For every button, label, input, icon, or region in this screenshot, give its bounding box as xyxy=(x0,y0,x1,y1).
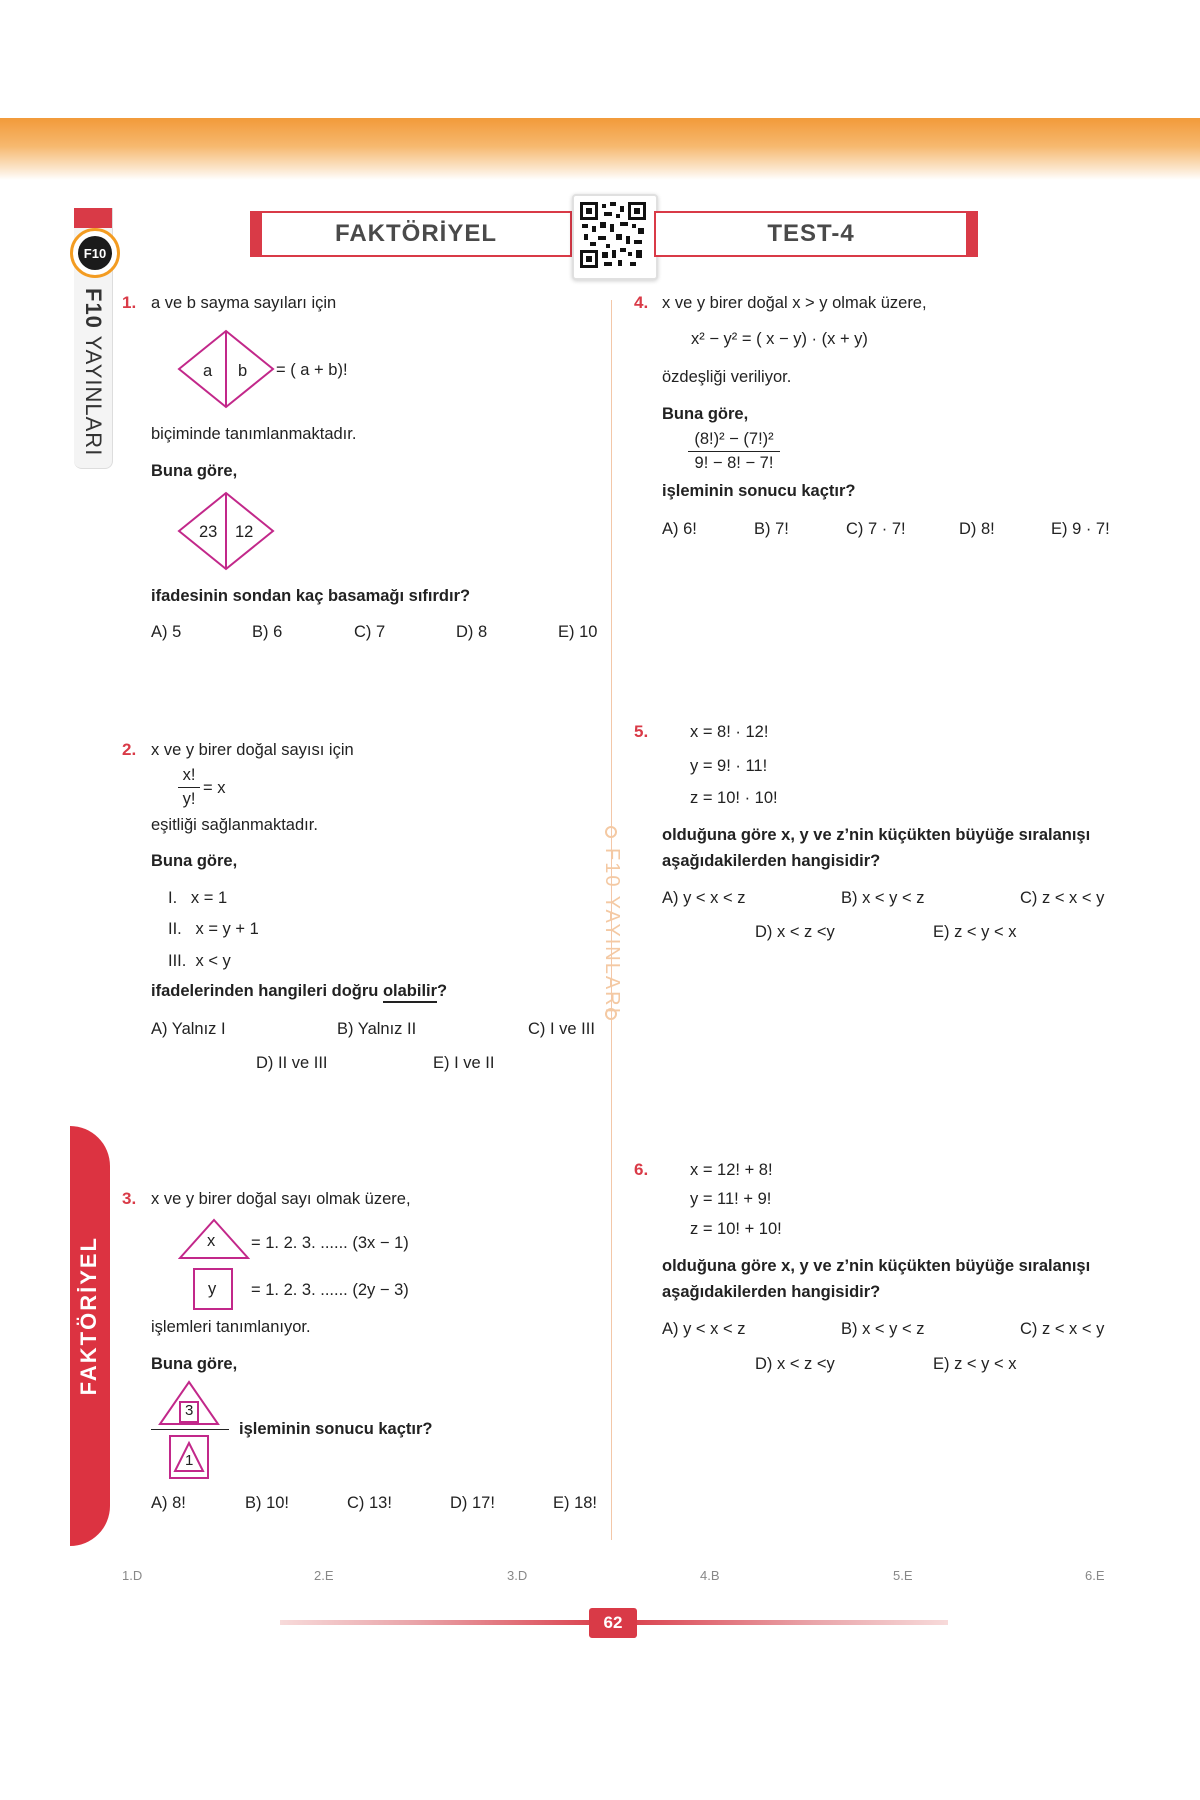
definition-z: z = 10! + 10! xyxy=(690,1220,782,1238)
definition-x: x = 8! · 12! xyxy=(690,723,769,741)
question-prompt: Buna göre, xyxy=(151,462,238,480)
question-prompt: Buna göre, xyxy=(151,852,238,870)
diamond-b-label: b xyxy=(238,362,248,380)
watermark-text: F10 YAYINLARI xyxy=(601,848,623,1016)
diamond-a-label: a xyxy=(203,362,213,380)
option-c[interactable]: C) 7 xyxy=(354,623,386,641)
option-a[interactable]: A) y < x < z xyxy=(662,1320,746,1338)
triangle-definition: = 1. 2. 3. ...... (3x − 1) xyxy=(251,1234,409,1252)
option-d[interactable]: D) 8 xyxy=(456,623,488,641)
section-side-tab: FAKTÖRİYEL xyxy=(70,1126,110,1546)
question-prompt: Buna göre, xyxy=(662,405,749,423)
publisher-logo: F10 xyxy=(70,228,120,278)
option-a[interactable]: A) 5 xyxy=(151,623,182,641)
option-d[interactable]: D) 17! xyxy=(450,1494,495,1512)
option-c[interactable]: C) 7 · 7! xyxy=(846,520,906,538)
answer-key-item: 5.E xyxy=(893,1568,913,1583)
question-text: ifadesinin sondan kaç basamağı sıfırdır? xyxy=(151,587,471,605)
option-e[interactable]: E) z < y < x xyxy=(933,923,1017,941)
question-number: 4. xyxy=(634,293,649,312)
option-e[interactable]: E) z < y < x xyxy=(933,1355,1017,1373)
question-text: aşağıdakilerden hangisidir? xyxy=(662,1283,881,1301)
option-d[interactable]: D) x < z <y xyxy=(755,923,835,941)
option-d[interactable]: D) x < z <y xyxy=(755,1355,835,1373)
question-text: olduğuna göre x, y ve z’nin küçükten büyüğe sıralanışı xyxy=(662,1257,1091,1275)
answer-key-item: 2.E xyxy=(314,1568,334,1583)
question-text: özdeşliği veriliyor. xyxy=(662,368,792,386)
watermark-dot-icon xyxy=(605,1008,617,1020)
option-b[interactable]: B) 6 xyxy=(252,623,283,641)
page-number: 62 xyxy=(589,1608,637,1638)
statement-item: II. x = y + 1 xyxy=(168,920,259,938)
option-a[interactable]: A) 8! xyxy=(151,1494,186,1512)
question-text: işlemleri tanımlanıyor. xyxy=(151,1318,311,1336)
fraction: x! y! xyxy=(178,766,200,809)
question-stem: x ve y birer doğal x > y olmak üzere, xyxy=(662,294,927,312)
option-b[interactable]: B) Yalnız II xyxy=(337,1020,417,1038)
option-c[interactable]: C) z < x < y xyxy=(1020,889,1105,907)
diamond-definition: = ( a + b)! xyxy=(276,361,348,379)
option-c[interactable]: C) 13! xyxy=(347,1494,392,1512)
diamond-operator-icon xyxy=(176,490,276,572)
question-number: 1. xyxy=(122,293,137,312)
question-number: 5. xyxy=(634,722,649,741)
option-e[interactable]: E) 10 xyxy=(558,623,598,641)
equation-rhs: = x xyxy=(203,779,226,797)
answer-key-item: 4.B xyxy=(700,1568,720,1583)
option-d[interactable]: D) II ve III xyxy=(256,1054,328,1072)
option-b[interactable]: B) 10! xyxy=(245,1494,290,1512)
option-e[interactable]: E) I ve II xyxy=(433,1054,495,1072)
diamond-operator-icon xyxy=(176,328,276,410)
question-prompt: Buna göre, xyxy=(151,1355,238,1373)
qr-code-icon[interactable] xyxy=(572,194,658,280)
question-stem: a ve b sayma sayıları için xyxy=(151,294,337,312)
square-label: y xyxy=(208,1280,217,1298)
option-b[interactable]: B) x < y < z xyxy=(841,889,925,907)
diamond-a-value: 23 xyxy=(199,523,218,541)
option-a[interactable]: A) y < x < z xyxy=(662,889,746,907)
option-e[interactable]: E) 18! xyxy=(553,1494,598,1512)
statement-item: I. x = 1 xyxy=(168,889,228,907)
answer-key-item: 6.E xyxy=(1085,1568,1105,1583)
question-text: işleminin sonucu kaçtır? xyxy=(662,482,856,500)
statement-item: III. x < y xyxy=(168,952,231,970)
option-a[interactable]: A) 6! xyxy=(662,520,697,538)
option-e[interactable]: E) 9 · 7! xyxy=(1051,520,1110,538)
question-number: 6. xyxy=(634,1160,649,1179)
question-text: eşitliği sağlanmaktadır. xyxy=(151,816,318,834)
watermark-dot-icon xyxy=(605,826,617,838)
question-text: ifadelerinden hangileri doğru olabilir? xyxy=(151,982,447,1001)
square-definition: = 1. 2. 3. ...... (2y − 3) xyxy=(251,1281,409,1299)
definition-x: x = 12! + 8! xyxy=(690,1161,773,1179)
triangle-label: x xyxy=(207,1232,216,1250)
question-stem: x ve y birer doğal sayısı için xyxy=(151,741,354,759)
option-a[interactable]: A) Yalnız I xyxy=(151,1020,226,1038)
question-number: 3. xyxy=(122,1189,137,1208)
option-b[interactable]: B) 7! xyxy=(754,520,789,538)
nested-bottom-value: 1 xyxy=(185,1452,194,1469)
nested-top-value: 3 xyxy=(185,1402,194,1419)
definition-y: y = 9! · 11! xyxy=(690,757,768,775)
question-stem: x ve y birer doğal sayı olmak üzere, xyxy=(151,1190,411,1208)
option-c[interactable]: C) z < x < y xyxy=(1020,1320,1105,1338)
option-d[interactable]: D) 8! xyxy=(959,520,995,538)
option-c[interactable]: C) I ve III xyxy=(528,1020,595,1038)
question-number: 2. xyxy=(122,740,137,759)
question-text: biçiminde tanımlanmaktadır. xyxy=(151,425,357,443)
option-b[interactable]: B) x < y < z xyxy=(841,1320,925,1338)
diamond-b-value: 12 xyxy=(235,523,254,541)
fraction: (8!)² − (7!)² 9! − 8! − 7! xyxy=(688,430,780,473)
header-gradient-band xyxy=(0,118,1200,180)
fraction-bar xyxy=(151,1429,229,1430)
definition-y: y = 11! + 9! xyxy=(690,1190,772,1208)
identity-formula: x² − y² = ( x − y) · (x + y) xyxy=(691,330,868,348)
answer-key-item: 3.D xyxy=(507,1568,528,1583)
answer-key-item: 1.D xyxy=(122,1568,143,1583)
question-text: işleminin sonucu kaçtır? xyxy=(239,1420,433,1438)
question-text: olduğuna göre x, y ve z’nin küçükten büyüğe sıralanışı xyxy=(662,826,1091,844)
publisher-name: F10 YAYINLARI xyxy=(81,288,106,457)
question-text: aşağıdakilerden hangisidir? xyxy=(662,852,881,870)
definition-z: z = 10! · 10! xyxy=(690,789,778,807)
test-label: TEST-4 xyxy=(654,211,978,257)
page-title: FAKTÖRİYEL xyxy=(250,211,572,257)
